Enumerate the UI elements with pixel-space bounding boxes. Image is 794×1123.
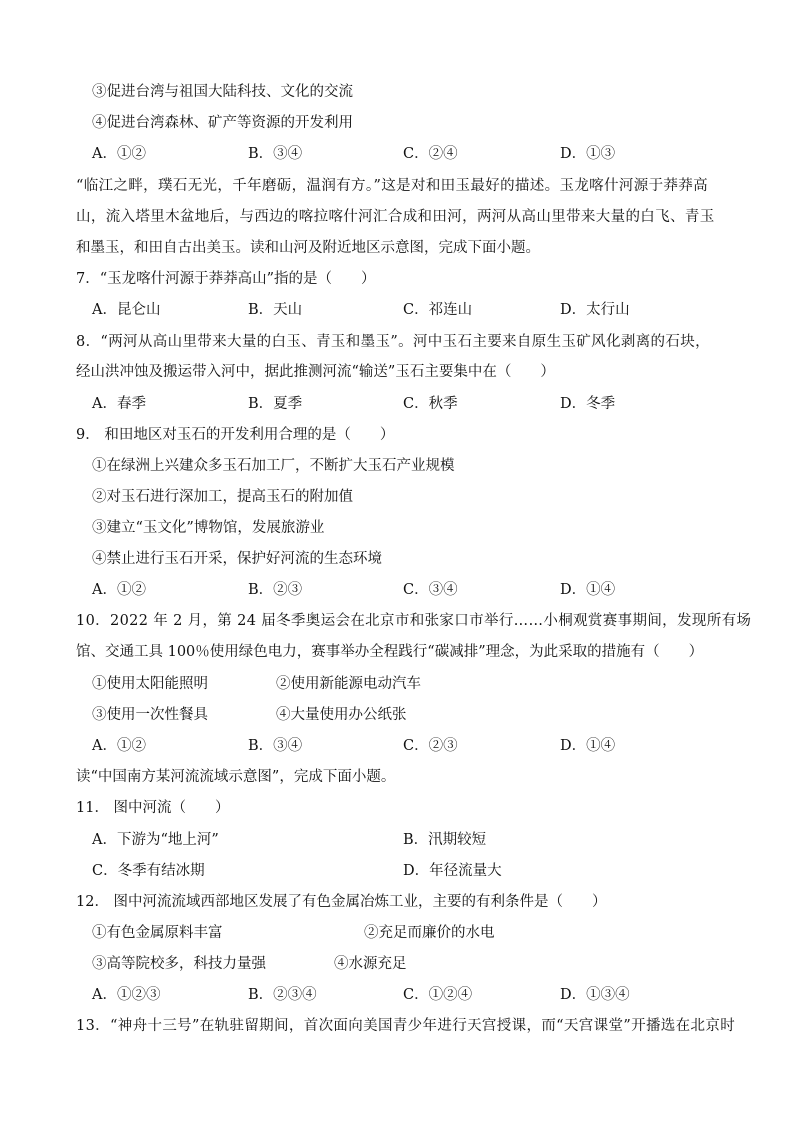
q12-statement-1: ①有色金属原料丰富 <box>92 925 223 941</box>
question-8-stem: 8．“两河从高山里带来大量的白玉、青玉和墨玉”。河中玉石主要来自原生玉矿风化剥离的石块， <box>76 334 710 350</box>
q7-option-b: B．天山 <box>248 302 303 318</box>
question-7-stem: 7．“玉龙喀什河源于莽莽高山”指的是（ ） <box>76 271 376 287</box>
q9-option-d: D．①④ <box>560 582 616 598</box>
prev-item-4: ④促进台湾森林、矿产等资源的开发利用 <box>92 115 353 131</box>
q10-option-b: B．③④ <box>248 738 303 754</box>
question-10-stem-cont: 馆、交通工具 100％使用绿色电力，赛事举办全程践行“碳减排”理念，为此采取的措施有（ ） <box>76 644 704 660</box>
q11-option-a: A．下游为“地上河” <box>92 832 219 848</box>
q8-option-b: B．夏季 <box>248 396 303 412</box>
q9-option-b: B．②③ <box>248 582 303 598</box>
q10-option-d: D．①④ <box>560 738 616 754</box>
q9-option-a: A．①② <box>92 582 146 598</box>
intro-passage-2: 读“中国南方某河流流域示意图”，完成下面小题。 <box>76 769 396 785</box>
q8-option-a: A．春季 <box>92 396 146 412</box>
q7-option-d: D．太行山 <box>560 302 630 318</box>
q10-statement-1: ①使用太阳能照明 <box>92 676 208 692</box>
q8-option-c: C．秋季 <box>403 396 458 412</box>
q9-statement-1: ①在绿洲上兴建众多玉石加工厂，不断扩大玉石产业规模 <box>92 458 455 474</box>
question-12-stem: 12． 图中河流流域西部地区发展了有色金属冶炼工业，主要的有利条件是（ ） <box>76 894 607 910</box>
q12-option-a: A．①②③ <box>92 987 161 1003</box>
q9-statement-4: ④禁止进行玉石开采，保护好河流的生态环境 <box>92 551 382 567</box>
question-10-stem: 10．2022 年 2 月，第 24 届冬季奥运会在北京市和张家口市举行……小桐观赏赛事期间，发现所有场 <box>76 613 752 629</box>
question-11-stem: 11． 图中河流（ ） <box>76 800 230 816</box>
q10-statement-4: ④大量使用办公纸张 <box>276 707 407 723</box>
q9-option-c: C．③④ <box>403 582 458 598</box>
q12-option-c: C．①②④ <box>403 987 473 1003</box>
q12-statement-3: ③高等院校多，科技力量强 <box>92 956 266 972</box>
q7-option-a: A．昆仑山 <box>92 302 161 318</box>
q10-option-c: C．②③ <box>403 738 458 754</box>
question-13-stem: 13．“神舟十三号”在轨驻留期间，首次面向美国青少年进行天宫授课，而“天宫课堂”开播选在北京时 <box>76 1018 736 1034</box>
q9-statement-2: ②对玉石进行深加工，提高玉石的附加值 <box>92 489 353 505</box>
prev-option-c: C．②④ <box>403 146 458 162</box>
q12-statement-4: ④水源充足 <box>334 956 407 972</box>
q11-option-b: B．汛期较短 <box>403 832 487 848</box>
prev-item-3: ③促进台湾与祖国大陆科技、文化的交流 <box>92 84 353 100</box>
q9-statement-3: ③建立“玉文化”博物馆，发展旅游业 <box>92 520 325 536</box>
q12-option-b: B．②③④ <box>248 987 317 1003</box>
q11-option-c: C．冬季有结冰期 <box>92 863 205 879</box>
q8-option-d: D．冬季 <box>560 396 616 412</box>
question-8-stem-cont: 经山洪冲蚀及搬运带入河中，据此推测河流“输送”玉石主要集中在（ ） <box>76 364 555 380</box>
q12-option-d: D．①③④ <box>560 987 630 1003</box>
prev-option-b: B．③④ <box>248 146 303 162</box>
q12-statement-2: ②充足而廉价的水电 <box>364 925 495 941</box>
q7-option-c: C．祁连山 <box>403 302 473 318</box>
intro-passage-line: “临江之畔，璞石无光，千年磨砺，温润有方。”这是对和田玉最好的描述。玉龙喀什河源于莽莽高 <box>76 178 708 194</box>
q11-option-d: D．年径流量大 <box>403 863 502 879</box>
prev-option-a: A．①② <box>92 146 146 162</box>
prev-option-d: D．①③ <box>560 146 616 162</box>
q10-statement-2: ②使用新能源电动汽车 <box>276 676 421 692</box>
q10-statement-3: ③使用一次性餐具 <box>92 707 208 723</box>
question-9-stem: 9． 和田地区对玉石的开发利用合理的是（ ） <box>76 427 395 443</box>
q10-option-a: A．①② <box>92 738 146 754</box>
intro-passage-line: 和墨玉，和田自古出美玉。读和山河及附近地区示意图，完成下面小题。 <box>76 240 540 256</box>
intro-passage-line: 山，流入塔里木盆地后，与西边的喀拉喀什河汇合成和田河，两河从高山里带来大量的白飞、青玉 <box>76 209 715 225</box>
